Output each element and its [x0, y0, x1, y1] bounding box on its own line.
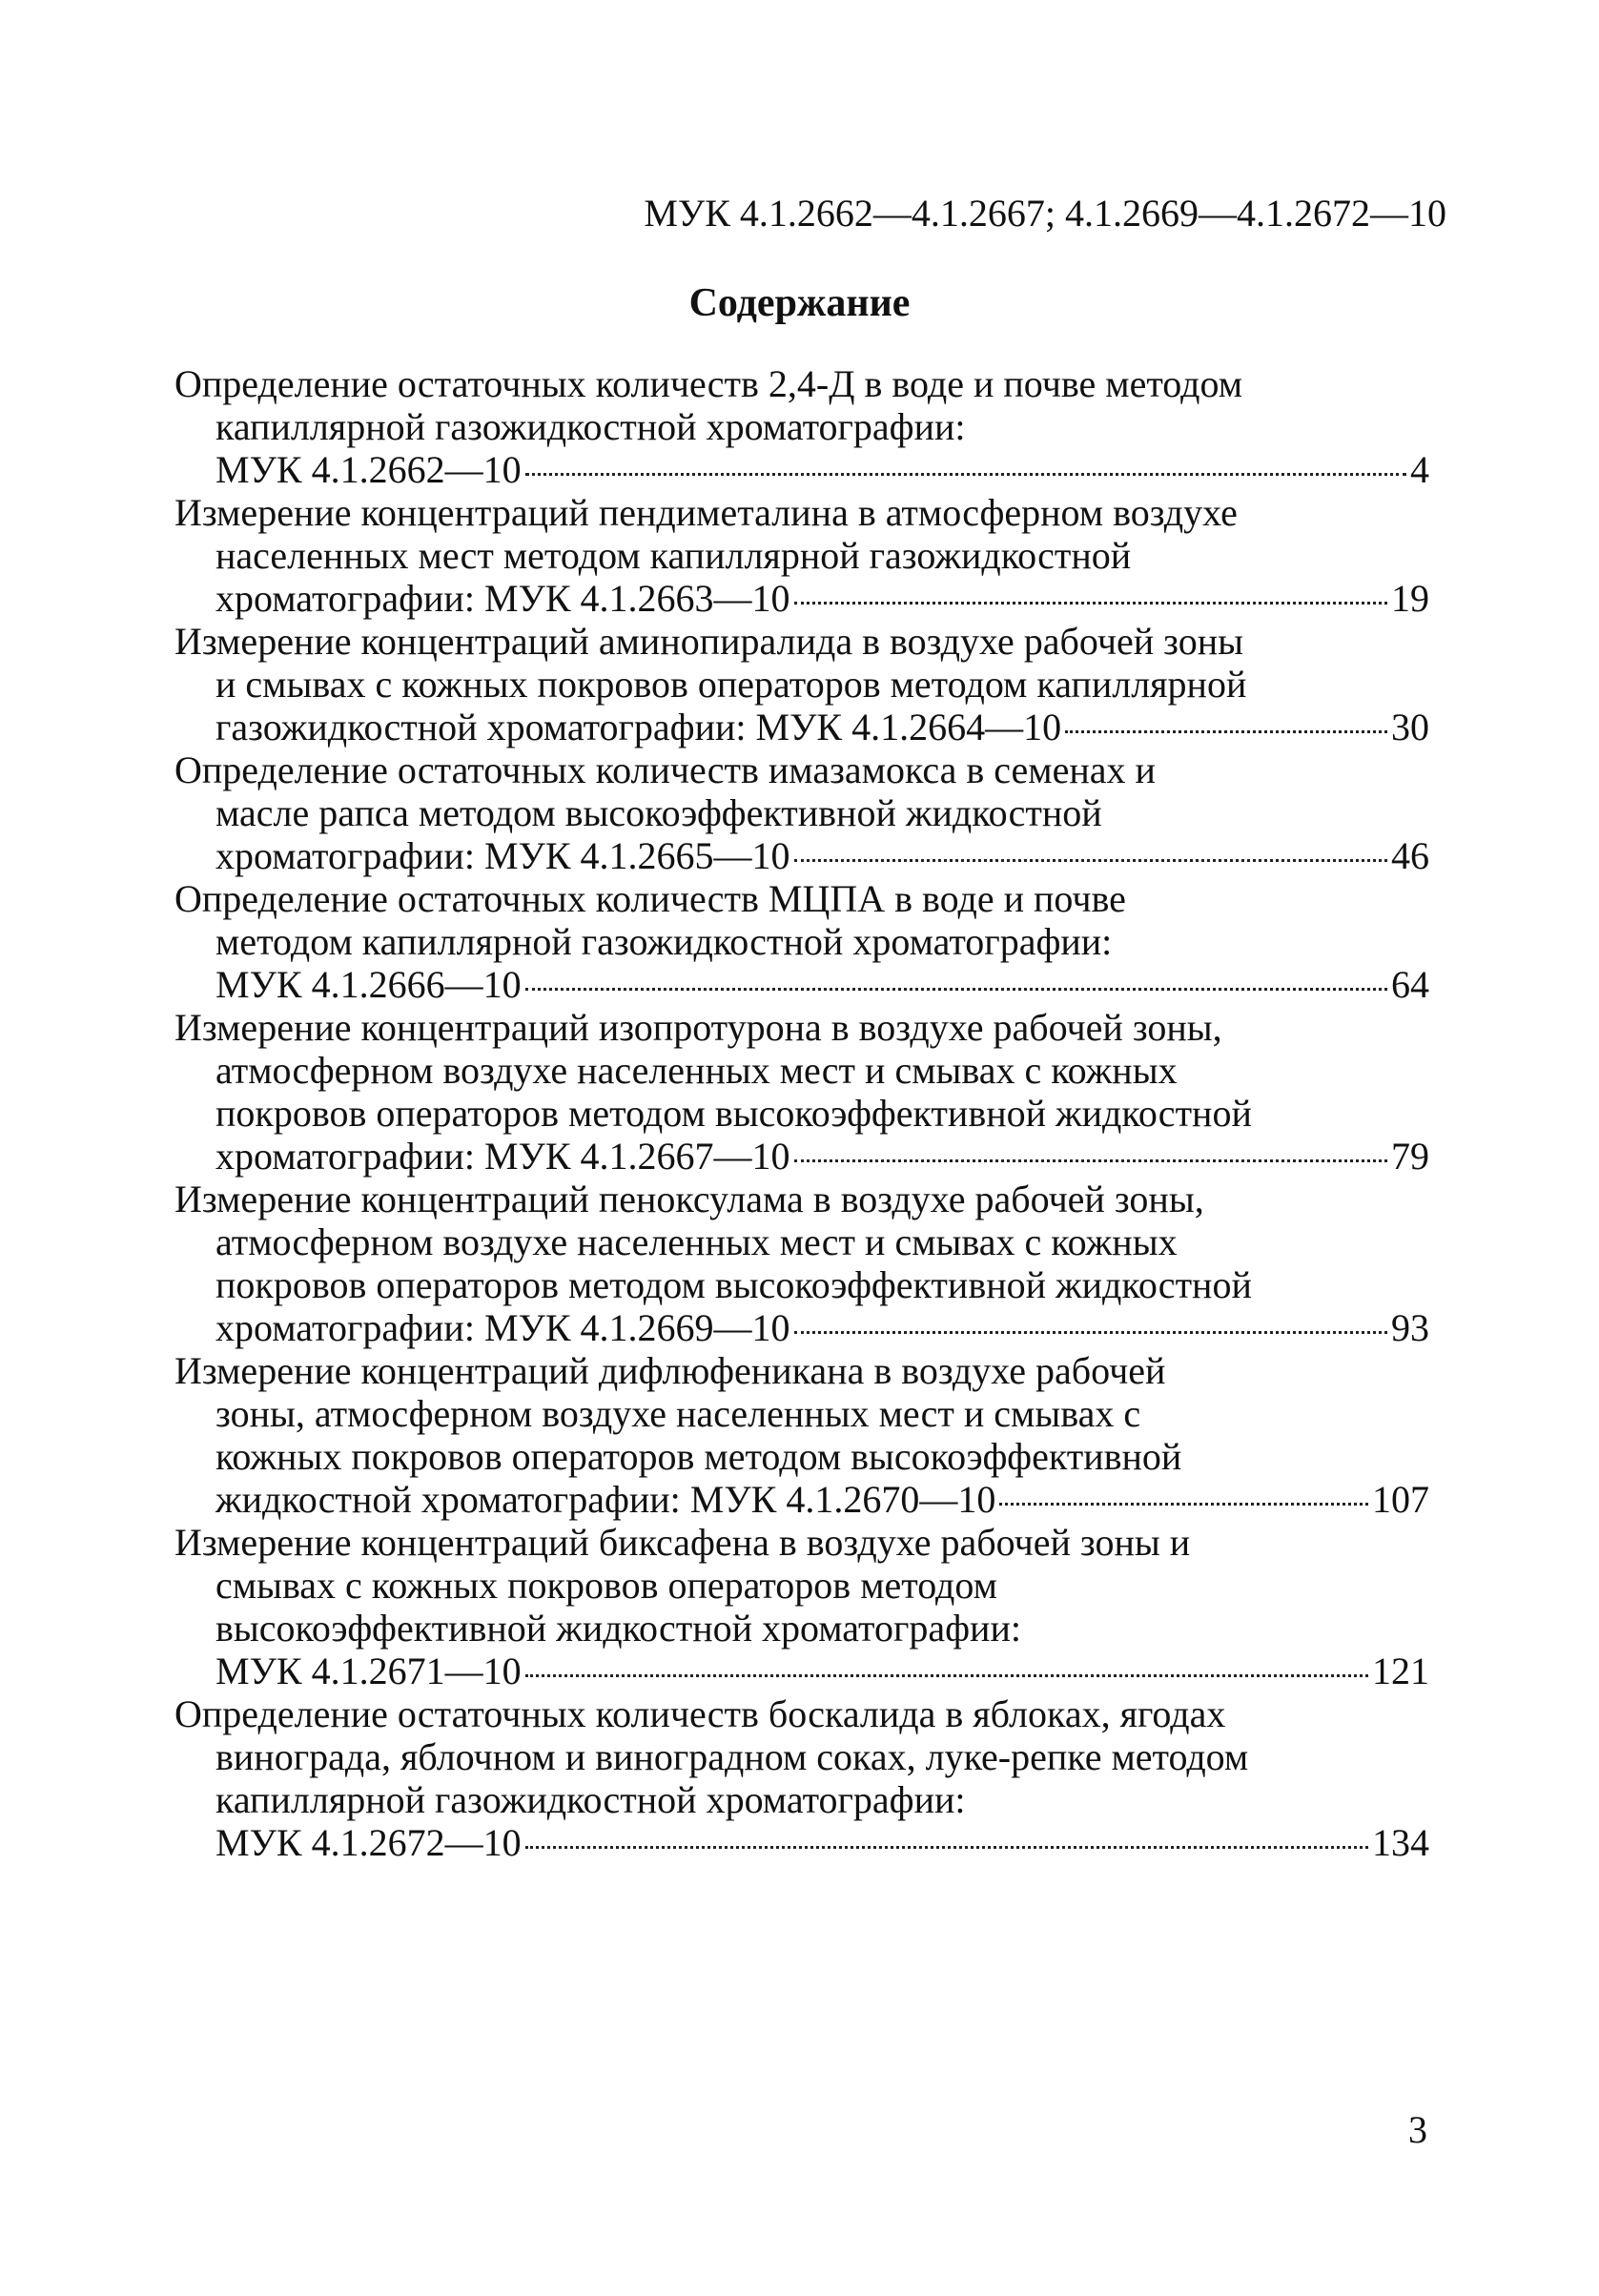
toc-entry-document-code: хроматографии: МУК 4.1.2669—10 [215, 1306, 790, 1349]
toc-entry-first-line: Измерение концентраций изопротурона в воздухе рабочей зоны, [174, 1006, 1222, 1049]
toc-entry-document-code: МУК 4.1.2662—10 [215, 448, 522, 491]
toc-page-number: 93 [1391, 1306, 1429, 1349]
toc-entry-continuation-line: и смывах с кожных покровов операторов методом капиллярной [215, 663, 1247, 706]
toc-entry-document-code: жидкостной хроматографии: МУК 4.1.2670—10 [215, 1478, 996, 1521]
toc-entry-last-line [174, 448, 1429, 491]
toc-entry-last-line [174, 706, 1429, 748]
toc-entry-first-line: Измерение концентраций пеноксулама в воздухе рабочей зоны, [174, 1178, 1204, 1220]
toc-entry-continuation-line: покровов операторов методом высокоэффективной жидкостной [215, 1263, 1252, 1306]
toc-entry [174, 748, 1429, 877]
toc-entry [174, 1006, 1429, 1178]
running-header: МУК 4.1.2662—4.1.2667; 4.1.2669—4.1.2672—10 [644, 192, 1446, 235]
toc-entry-document-code: хроматографии: МУК 4.1.2667—10 [215, 1135, 790, 1178]
toc-entry-document-code: МУК 4.1.2672—10 [215, 1821, 522, 1864]
toc-page-number: 64 [1391, 963, 1429, 1006]
toc-entry-first-line: Измерение концентраций биксафена в воздухе рабочей зоны и [174, 1521, 1191, 1564]
toc-entry-first-line: Определение остаточных количеств 2,4-Д в воде и почве методом [174, 362, 1243, 405]
toc-entry [174, 620, 1429, 748]
toc-entry-continuation-line: атмосферном воздухе населенных мест и смывах с кожных [215, 1220, 1178, 1263]
toc-entry-continuation-line: зоны, атмосферном воздухе населенных мест и смывах с [215, 1392, 1141, 1435]
toc-entry [174, 362, 1429, 491]
toc-entry [174, 1178, 1429, 1349]
toc-entry-document-code: МУК 4.1.2671—10 [215, 1650, 522, 1692]
toc-entry [174, 1692, 1429, 1864]
toc-dot-leader [794, 602, 1387, 605]
toc-entry-document-code: МУК 4.1.2666—10 [215, 963, 522, 1006]
toc-entry [174, 1349, 1429, 1521]
toc-dot-leader [794, 1331, 1387, 1334]
toc-entry-continuation-line: масле рапса методом высокоэффективной жидкостной [215, 791, 1102, 834]
toc-entry-first-line: Измерение концентраций дифлюфеникана в воздухе рабочей [174, 1349, 1166, 1392]
toc-page-number: 46 [1391, 834, 1429, 877]
toc-entry-continuation-line: населенных мест методом капиллярной газожидкостной [215, 534, 1132, 577]
toc-entry-document-code: хроматографии: МУК 4.1.2663—10 [215, 577, 790, 620]
toc-title: Содержание [688, 281, 911, 325]
toc-page-number: 19 [1391, 577, 1429, 620]
toc-entry [174, 491, 1429, 620]
toc-page-number: 30 [1391, 706, 1429, 748]
toc-entry-last-line [174, 577, 1429, 620]
toc-dot-leader [525, 1674, 1368, 1677]
toc-dot-leader [525, 1846, 1368, 1849]
toc-entry-last-line [174, 1306, 1429, 1349]
toc-entry-continuation-line: атмосферном воздухе населенных мест и смывах с кожных [215, 1049, 1178, 1092]
toc-dot-leader [794, 1159, 1387, 1162]
toc-entry-document-code: хроматографии: МУК 4.1.2665—10 [215, 834, 790, 877]
toc-list [174, 362, 1429, 1864]
toc-page-number: 79 [1391, 1135, 1429, 1178]
toc-entry-first-line: Определение остаточных количеств МЦПА в воде и почве [174, 877, 1126, 920]
toc-dot-leader [525, 473, 1406, 476]
toc-entry-continuation-line: винограда, яблочном и виноградном соках, луке-репке методом [215, 1735, 1249, 1778]
toc-entry-continuation-line: покровов операторов методом высокоэффективной жидкостной [215, 1092, 1252, 1135]
toc-entry-last-line [174, 1135, 1429, 1178]
toc-entry-last-line [174, 834, 1429, 877]
toc-dot-leader [1065, 730, 1387, 733]
toc-entry-last-line [174, 1821, 1429, 1864]
toc-page-number: 121 [1372, 1650, 1429, 1692]
toc-page-number: 134 [1372, 1821, 1429, 1864]
toc-entry-continuation-line: капиллярной газожидкостной хроматографии: [215, 405, 966, 448]
toc-entry-first-line: Измерение концентраций пендиметалина в атмосферном воздухе [174, 491, 1238, 534]
page-number: 3 [1408, 2108, 1427, 2151]
toc-entry-continuation-line: методом капиллярной газожидкостной хроматографии: [215, 920, 1113, 963]
toc-entry-first-line: Определение остаточных количеств боскалида в яблоках, ягодах [174, 1692, 1226, 1735]
toc-entry-continuation-line: смывах с кожных покровов операторов методом [215, 1564, 997, 1607]
toc-dot-leader [525, 988, 1387, 991]
toc-page-number: 4 [1410, 448, 1429, 491]
toc-entry-document-code: газожидкостной хроматографии: МУК 4.1.2664—10 [215, 706, 1062, 748]
toc-entry-last-line [174, 963, 1429, 1006]
toc-entry-last-line [174, 1478, 1429, 1521]
toc-entry-continuation-line: кожных покровов операторов методом высокоэффективной [215, 1435, 1182, 1478]
toc-dot-leader [794, 859, 1387, 862]
toc-dot-leader [999, 1503, 1368, 1506]
toc-entry [174, 1521, 1429, 1692]
toc-entry-last-line [174, 1650, 1429, 1692]
toc-entry-continuation-line: капиллярной газожидкостной хроматографии: [215, 1778, 966, 1821]
toc-entry [174, 877, 1429, 1006]
toc-entry-first-line: Измерение концентраций аминопиралида в воздухе рабочей зоны [174, 620, 1243, 663]
toc-entry-continuation-line: высокоэффективной жидкостной хроматографии: [215, 1607, 1021, 1650]
toc-page-number: 107 [1372, 1478, 1429, 1521]
toc-entry-first-line: Определение остаточных количеств имазамокса в семенах и [174, 748, 1156, 791]
